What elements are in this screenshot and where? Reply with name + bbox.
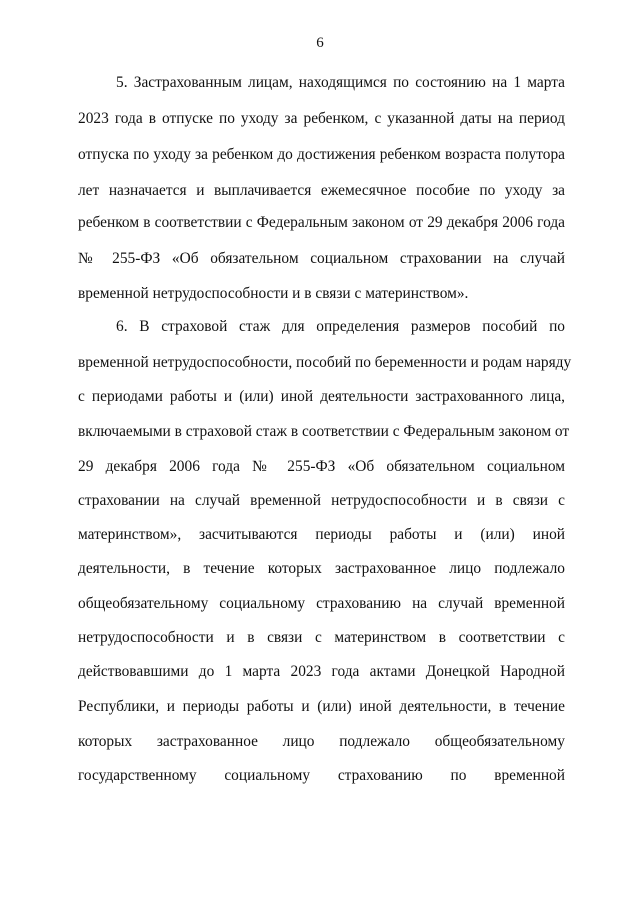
paragraph-6-line-12: Республики, и периоды работы и (или) иной деятельности, в течение <box>78 698 565 715</box>
paragraph-5-line-5: ребенком в соответствии с Федеральным законом от 29 декабря 2006 года <box>78 214 565 231</box>
paragraph-5-line-2: 2023 года в отпуске по уходу за ребенком, с указанной даты на период <box>78 110 565 127</box>
paragraph-6-line-1: 6. В страховой стаж для определения размеров пособий по <box>116 318 565 335</box>
paragraph-5-line-1: 5. Застрахованным лицам, находящимся по состоянию на 1 марта <box>116 74 565 91</box>
page-number: 6 <box>316 35 324 51</box>
paragraph-6-line-6: страховании на случай временной нетрудоспособности и в связи с <box>78 492 565 509</box>
paragraph-6-line-2: временной нетрудоспособности, пособий по беременности и родам наряду <box>78 354 572 371</box>
paragraph-6-line-8: деятельности, в течение которых застрахованное лицо подлежало <box>78 560 565 577</box>
paragraph-6-line-13: которых застрахованное лицо подлежало общеобязательному <box>78 733 565 750</box>
paragraph-6-line-7: материнством», засчитываются периоды работы и (или) иной <box>78 526 565 543</box>
paragraph-6-line-14: государственному социальному страхованию по временной <box>78 767 565 784</box>
paragraph-6-line-5: 29 декабря 2006 года № 255-ФЗ «Об обязательном социальном <box>78 458 565 475</box>
paragraph-6-line-10: нетрудоспособности и в связи с материнством в соответствии с <box>78 629 565 646</box>
paragraph-5-line-3: отпуска по уходу за ребенком до достижения ребенком возраста полутора <box>78 146 565 163</box>
paragraph-6-line-9: общеобязательному социальному страхованию на случай временной <box>78 595 565 612</box>
paragraph-6-line-3: с периодами работы и (или) иной деятельности застрахованного лица, <box>78 388 565 405</box>
paragraph-6-line-4: включаемыми в страховой стаж в соответствии с Федеральным законом от <box>78 423 570 440</box>
paragraph-6-line-11: действовавшими до 1 марта 2023 года актами Донецкой Народной <box>78 663 565 680</box>
paragraph-5-line-7: временной нетрудоспособности и в связи с материнством». <box>78 285 469 302</box>
paragraph-5-line-6: № 255-ФЗ «Об обязательном социальном страховании на случай <box>78 250 565 267</box>
paragraph-5-line-4: лет назначается и выплачивается ежемесячное пособие по уходу за <box>78 182 565 199</box>
